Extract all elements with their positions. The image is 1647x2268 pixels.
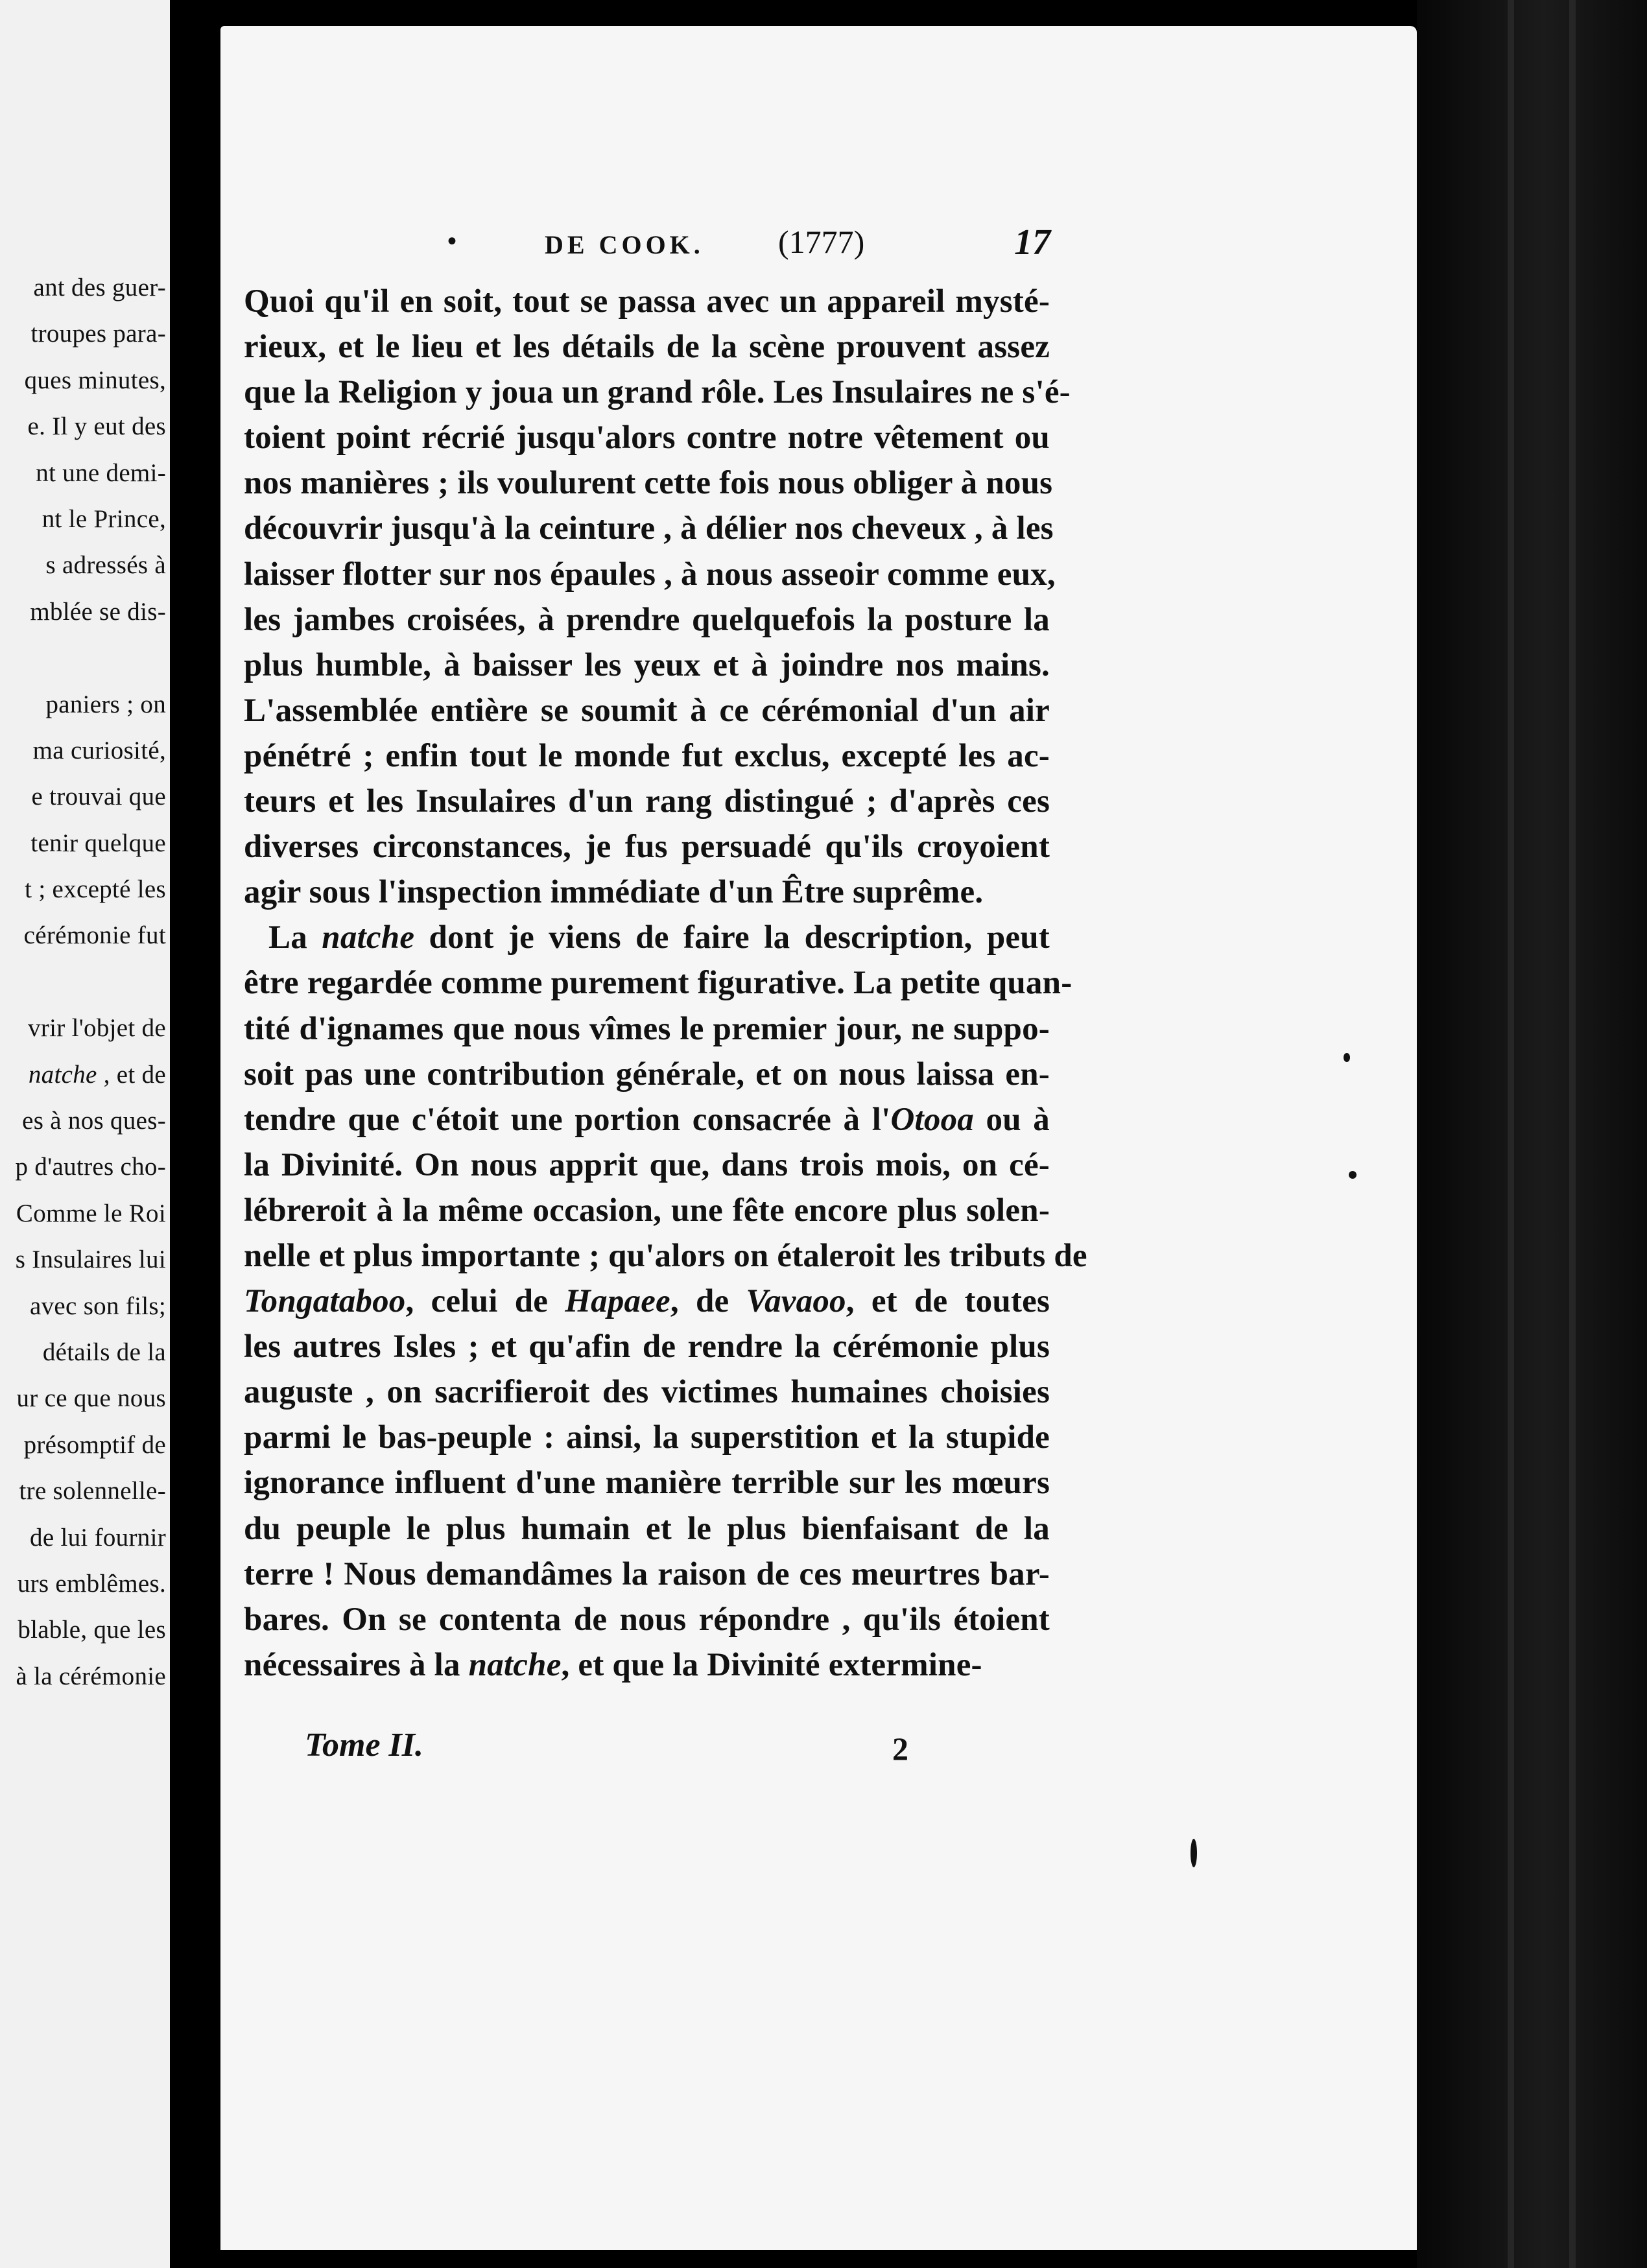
text-line: teurs et les Insulaires d'un rang distingué ; d'après ces — [244, 783, 1050, 820]
text-line: L'assemblée entière se soumit à ce cérémonial d'un air — [244, 692, 1050, 729]
text-line: laisser flotter sur nos épaules , à nous asseoir comme eux, — [244, 556, 1056, 593]
text-line: tendre que c'étoit une portion consacrée à l'Otooa ou à — [244, 1101, 1050, 1138]
previous-page-line: vrir l'objet de — [28, 1014, 166, 1043]
running-title: DE COOK. — [545, 230, 704, 259]
previous-page-line: tenir quelque — [30, 829, 166, 857]
previous-page-line: cérémonie fut — [23, 921, 166, 950]
text-line: la Divinité. On nous apprit que, dans trois mois, on cé- — [244, 1146, 1050, 1183]
previous-page-line: blable, que les — [18, 1616, 166, 1644]
text-line: du peuple le plus humain et le plus bienfaisant de la — [244, 1510, 1050, 1547]
text-line: Tongataboo, celui de Hapaee, de Vavaoo, et de toutes — [244, 1283, 1050, 1320]
text-line: bares. On se contenta de nous répondre , qu'ils étoient — [244, 1601, 1050, 1638]
previous-page-line: tre solennelle- — [19, 1477, 166, 1506]
text-line: découvrir jusqu'à la ceinture , à délier nos cheveux , à les — [244, 510, 1054, 547]
previous-page-line — [0, 959, 166, 1005]
text-line: terre ! Nous demandâmes la raison de ces meurtres bar- — [244, 1555, 1050, 1592]
previous-page-fragment — [0, 0, 170, 2268]
ink-speck — [1344, 1053, 1350, 1062]
text-line: pénétré ; enfin tout le monde fut exclus, excepté les ac- — [244, 737, 1050, 774]
text-line: auguste , on sacrifieroit des victimes humaines choisies — [244, 1374, 1050, 1411]
previous-page-line: paniers ; on — [45, 690, 166, 718]
text-line: ignorance influent d'une manière terrible sur les mœurs — [244, 1465, 1050, 1502]
previous-page-line: avec son fils; — [30, 1292, 166, 1320]
signature-mark: 2 — [892, 1731, 908, 1767]
previous-page-line: nt le Prince, — [41, 504, 166, 533]
book-gutter — [170, 0, 220, 2268]
text-line: être regardée comme purement figurative. La petite quan- — [244, 965, 1072, 1002]
previous-page-line: e. Il y eut des — [27, 412, 166, 441]
text-line: La natche dont je viens de faire la description, peut — [268, 919, 1050, 956]
text-line: nelle et plus importante ; qu'alors on étaleroit les tributs de — [244, 1237, 1087, 1274]
previous-page-line: ma curiosité, — [32, 736, 166, 764]
previous-page-line — [0, 635, 166, 681]
page-body — [244, 279, 1087, 1688]
previous-page-line: ant des guer- — [33, 274, 166, 301]
previous-page-line: urs emblêmes. — [17, 1569, 166, 1598]
previous-page-line: détails de la — [42, 1338, 166, 1366]
page-header — [233, 211, 1050, 270]
text-line: plus humble, à baisser les yeux et à joindre nos mains. — [244, 646, 1050, 683]
previous-page-line: natche , et de — [28, 1060, 166, 1089]
text-line: toient point récrié jusqu'alors contre notre vêtement ou — [244, 419, 1050, 456]
header-dot: • — [447, 226, 457, 255]
previous-page-line: nt une demi- — [36, 458, 166, 487]
text-line: soit pas une contribution générale, et on nous laissa en- — [244, 1056, 1050, 1093]
previous-page-line: mblée se dis- — [30, 597, 166, 626]
text-line: Quoi qu'il en soit, tout se passa avec un appareil mysté- — [244, 283, 1050, 320]
text-line: nécessaires à la natche, et que la Divinité extermine- — [244, 1646, 982, 1683]
edge-stripe — [1508, 0, 1514, 2268]
text-line: agir sous l'inspection immédiate d'un Être suprême. — [244, 874, 984, 911]
previous-page-line: Comme le Roi — [16, 1199, 166, 1227]
page-footer — [305, 1726, 1050, 1778]
previous-page-line: e trouvai que — [31, 783, 166, 811]
previous-page-line: à la cérémonie — [16, 1662, 166, 1690]
previous-page-line: s Insulaires lui — [15, 1246, 166, 1274]
previous-page-line: ques minutes, — [24, 366, 166, 394]
previous-page-line: de lui fournir — [30, 1523, 166, 1552]
text-line: tité d'ignames que nous vîmes le premier jour, ne suppo- — [244, 1010, 1050, 1047]
previous-page-line: p d'autres cho- — [15, 1153, 166, 1181]
text-line: diverses circonstances, je fus persuadé qu'ils croyoient — [244, 829, 1050, 866]
previous-page-line: ur ce que nous — [16, 1384, 166, 1413]
previous-page-text — [0, 265, 166, 1699]
edge-stripe — [1569, 0, 1576, 2268]
text-line: les jambes croisées, à prendre quelquefois la posture la — [244, 601, 1050, 638]
text-line: les autres Isles ; et qu'afin de rendre la cérémonie plus — [244, 1329, 1050, 1365]
text-line: que la Religion y joua un grand rôle. Les Insulaires ne s'é- — [244, 374, 1071, 411]
header-year: (1777) — [778, 224, 865, 260]
ink-speck — [1349, 1171, 1357, 1179]
text-line: parmi le bas-peuple : ainsi, la superstition et la stupide — [244, 1419, 1050, 1456]
page-number: 17 — [1014, 222, 1050, 263]
previous-page-line: présomptif de — [23, 1430, 166, 1459]
volume-label: Tome II. — [305, 1727, 423, 1764]
previous-page-line: s adressés à — [45, 551, 166, 580]
text-line: nos manières ; ils voulurent cette fois nous obliger à nous — [244, 465, 1053, 502]
page-edge-background — [1417, 0, 1647, 2268]
previous-page-line: t ; excepté les — [25, 875, 166, 904]
text-line: lébreroit à la même occasion, une fête encore plus solen- — [244, 1192, 1050, 1229]
ink-speck — [1191, 1839, 1197, 1867]
text-line: rieux, et le lieu et les détails de la scène prouvent assez — [244, 329, 1050, 366]
previous-page-line: troupes para- — [30, 320, 166, 348]
previous-page-line: es à nos ques- — [22, 1107, 166, 1135]
